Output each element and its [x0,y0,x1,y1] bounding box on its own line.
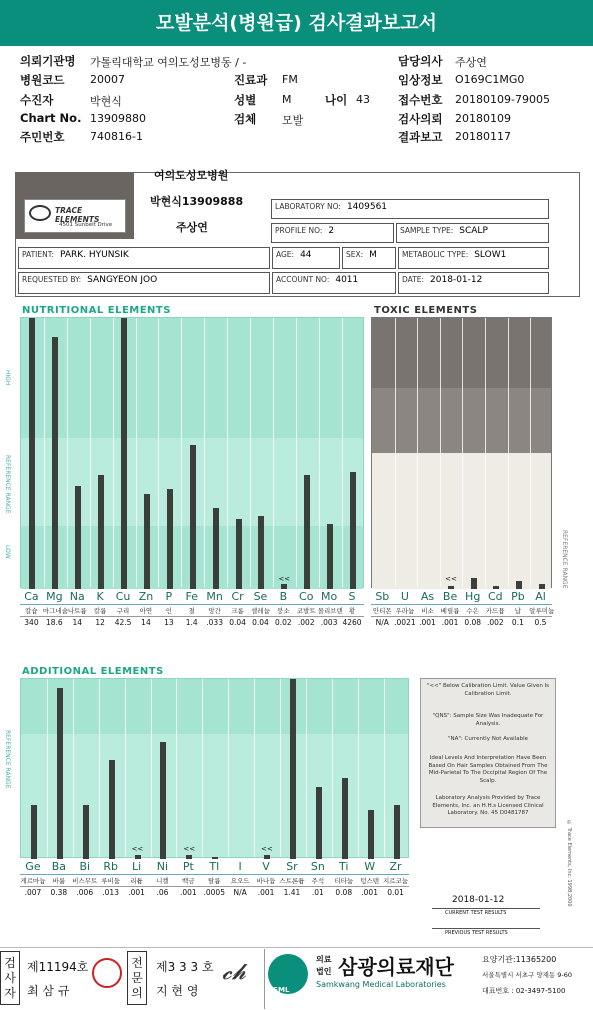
element-korean: 니켈 [156,877,169,885]
element-bar [342,778,348,859]
patient-label: 수진자 [20,93,54,107]
note-na: "NA": Currently Not Available [447,736,528,742]
column-divider [508,318,509,587]
element-value: 0.08 [464,618,482,627]
element-korean: 나트륨 [67,607,87,615]
result-date: 2018-01-12 [452,895,505,905]
toxic-title: TOXIC ELEMENTS [374,305,478,316]
org-name: 삼광의료재단 [338,955,454,979]
element-symbol: Sn [310,860,325,873]
column-divider [462,318,463,587]
element-korean: 망간 [208,607,221,615]
element-korean: 텅스텐 [360,877,380,885]
element-bar [290,679,296,859]
element-value: .06 [156,888,169,897]
column-divider [228,679,229,857]
column-divider [136,318,137,587]
note-interpretation: Ideal Levels And Interpretation Have Been Based On Hair Samples Obtained From The Mid-Parietal To The Occipital Region Of The Scalp. [428,755,548,785]
registration-value: 20180109-79005 [455,93,550,106]
element-korean: 탈륨 [207,877,221,885]
element-symbol: Sr [286,860,298,873]
previous-results-label: PREVIOUS TEST RESULTS [445,930,508,936]
requested-by-box: REQUESTED BY: SANGYEON JOO [18,272,270,294]
org-english: Samkwang Medical Laboratories [316,980,446,989]
column-divider [273,318,274,587]
element-korean: 카드뮴 [485,607,505,615]
logo-block [16,173,134,239]
signature-icon: 𝓬𝓱 [222,960,247,985]
below-limit-mark: << [183,845,196,853]
element-symbol: Ti [339,860,349,873]
element-symbol: Li [131,860,142,873]
column-divider [384,679,385,857]
element-value: 0.08 [335,888,353,897]
element-symbol: Bi [79,860,91,873]
element-value: .001 [179,888,197,897]
element-bar [31,805,37,859]
doctor-value: 주상연 [455,56,487,69]
nutritional-chart [20,317,364,588]
department-label: 진료과 [234,73,268,87]
element-symbol: U [400,590,409,603]
element-value: .001 [419,618,436,627]
element-value: 0.02 [274,618,292,627]
element-value: .01 [311,888,324,897]
specialist-label: 전문의 [127,951,147,1005]
element-bar [98,475,104,589]
logo-text: TRACE ELEMENTS [55,206,100,224]
element-symbol: Mo [321,590,338,603]
specialist-license: 제3 3 3 호 [156,960,214,974]
sex-label: 성별 [234,93,257,107]
element-bar [448,586,454,589]
column-divider [342,318,343,587]
column-divider [202,679,203,857]
element-symbol: W [364,860,376,873]
doctor-label: 담당의사 [398,54,443,68]
element-value: 12 [95,618,105,627]
element-symbol: Be [442,590,458,603]
below-limit-mark: << [261,845,273,853]
element-value: 0.5 [534,618,547,627]
element-symbol: Pb [511,590,525,603]
element-value: .001 [361,888,378,897]
element-bar [83,805,89,859]
element-bar [213,508,219,589]
element-value: 0.01 [387,888,404,897]
column-divider [358,679,359,857]
element-symbol: I [238,860,242,873]
toxic-side: REFERENCE RANGE [561,530,568,589]
element-bar [264,855,270,859]
column-divider [296,318,297,587]
element-symbol: Tl [209,860,220,873]
element-symbol: Mn [206,590,223,603]
element-value: .033 [206,618,223,627]
element-bar [316,787,322,859]
element-symbol: Mg [46,590,63,603]
org-small-1: 의료 [316,955,332,964]
element-bar [516,581,522,589]
stamp-patient: 박현식13909888 [150,195,244,208]
element-korean: 칼슘 [25,607,38,615]
element-symbol: B [279,590,288,603]
care-code: 요양기관:11365200 [482,955,557,964]
tei-logo-icon [29,205,51,221]
element-korean: 우라늄 [395,607,415,615]
account-no-box: ACCOUNT NO: 4011 [272,272,396,294]
element-symbol: Rb [103,860,118,873]
element-bar [471,578,477,589]
column-divider [319,318,320,587]
element-bar [186,855,192,859]
chart-no-label: Chart No. [20,111,82,125]
element-korean: 바나듐 [256,877,276,885]
element-symbol: Ge [25,860,41,873]
element-value: 4260 [342,618,362,627]
element-bar [121,318,127,589]
request-date-label: 검사의뢰 [398,112,443,126]
registration-label: 접수번호 [398,93,443,107]
element-value: 0.1 [511,618,524,627]
column-divider [306,679,307,857]
inspector-seal-icon [92,958,122,988]
element-value: N/A [375,618,389,627]
column-divider [440,318,441,587]
element-korean: 납 [514,607,522,615]
note-laboratory: Laboratory Analysis Provided by Trace Elements, Inc. an H.H.s Licensed Clinical Laboratory. No. 45 D0481787 [432,795,544,817]
element-korean: 붕소 [277,607,290,615]
element-bar [394,805,400,859]
element-korean: 요오드 [230,877,250,885]
element-bar [75,486,81,589]
element-korean: 백금 [182,877,195,885]
column-divider [44,318,45,587]
stamp-hospital: 여의도성모병원 [154,169,229,182]
column-divider [151,679,152,857]
column-divider [67,318,68,587]
nutri-side-low: LOW [4,545,11,559]
additional-chart [20,678,409,858]
resident-id-label: 주민번호 [20,130,65,144]
column-divider [99,679,100,857]
age-value: 43 [356,93,370,106]
element-korean: 주석 [311,877,325,885]
element-bar [29,318,35,589]
element-bar [57,688,63,859]
element-korean: 셀레늄 [251,607,270,615]
element-value: .0005 [203,888,225,897]
inspector-name: 최 삼 규 [27,984,70,998]
org-small-2: 법인 [316,967,332,976]
element-symbol: Hg [465,590,481,603]
additional-title: ADDITIONAL ELEMENTS [22,666,164,677]
footer-divider [264,949,265,1009]
element-bar [258,516,264,589]
current-results-label: CURRENT TEST RESULTS [445,910,507,916]
column-divider [181,318,182,587]
element-value: .006 [76,888,94,897]
element-symbol: K [96,590,104,603]
column-divider [125,679,126,857]
element-bar [212,857,218,859]
element-symbol: Zn [138,590,154,603]
element-bar [368,810,374,859]
element-symbol: Na [69,590,85,603]
element-symbol: Sb [375,590,390,603]
element-korean: 알루미늄 [529,607,555,615]
column-divider [90,318,91,587]
nutritional-title: NUTRITIONAL ELEMENTS [22,305,171,316]
element-bar [236,519,242,589]
element-value: .002 [486,618,504,627]
add-high-zone [21,679,408,734]
below-limit-mark: << [278,575,291,583]
element-symbol: Pt [182,860,194,873]
element-value: .001 [441,618,459,627]
column-divider [113,318,114,587]
element-korean: 지르코늄 [382,877,409,885]
column-divider [254,679,255,857]
sample-type-box: SAMPLE TYPE: SCALP [396,223,549,243]
element-bar [304,475,310,589]
legend-line [20,604,364,605]
legend-line [371,604,552,605]
element-bar [281,584,287,589]
report-date-label: 결과보고 [398,130,443,144]
legend-line [20,886,409,887]
sex-box: SEX: M [342,247,396,269]
lab-report-card [15,169,580,297]
logo-address: 4501 Sunbelt Drive [59,222,113,228]
patient-box: PATIENT: PARK. HYUNSIK [18,247,270,269]
column-divider [204,318,205,587]
note-calibration: "<<" Below Calibration Limit. Value Given Is Calibration Limit. [426,683,550,697]
element-value: 14 [72,618,83,627]
element-korean: 안티몬 [372,607,392,615]
element-bar [190,445,196,589]
age-box: AGE: 44 [272,247,340,269]
element-symbol: Co [299,590,314,603]
element-value: 1.41 [283,888,301,897]
element-symbol: Fe [185,590,198,603]
nutri-side-high: HIGH [4,370,11,386]
element-symbol: As [420,590,435,603]
element-korean: 게르마늄 [20,877,46,885]
institution-label: 의뢰기관명 [20,54,76,68]
sml-text: SML [273,986,290,994]
element-korean: 비소 [421,607,434,615]
page-title: 모발분석(병원급) 검사결과보고서 [0,0,593,46]
element-korean: 구리 [116,607,130,615]
element-value: .001 [128,888,145,897]
element-symbol: Se [253,590,268,603]
element-value: 0.38 [50,888,68,897]
legend-line [371,616,552,617]
add-side-ref: REFERENCE RANGE [4,730,11,789]
sex-value: M [282,93,292,106]
toxic-chart [371,317,552,588]
address: 서울특별시 서초구 양재동 9-60 [482,971,573,979]
column-divider [250,318,251,587]
legend-line [20,874,409,875]
column-divider [395,318,396,587]
column-divider [530,318,531,587]
metabolic-type-box: METABOLIC TYPE: SLOW1 [398,247,549,269]
hospital-code-value: 20007 [90,73,125,86]
element-symbol: Cr [231,590,244,603]
clinical-info-value: O169C1MG0 [455,73,525,86]
nutri-side-ref: REFERENCE RANGE [4,455,11,514]
element-value: 0.04 [229,618,246,627]
column-divider [47,679,48,857]
legend-line [20,616,364,617]
element-value: 1.4 [185,618,198,627]
column-divider [485,318,486,587]
element-korean: 베릴륨 [440,607,460,615]
element-value: 42.5 [114,618,132,627]
element-bar [539,584,545,589]
element-symbol: S [348,590,356,603]
resident-id-value: 740816-1 [90,130,143,143]
column-divider [417,318,418,587]
element-symbol: Cd [487,590,503,603]
patient-value: 박현식 [90,95,122,108]
element-korean: 황 [348,607,356,615]
element-korean: 비스무트 [72,877,98,885]
element-value: .0021 [394,618,416,627]
element-bar [52,337,58,589]
element-bar [109,760,115,859]
element-korean: 칼륨 [93,607,107,615]
element-korean: 수은 [466,607,479,615]
nutri-high-zone [21,318,363,438]
specimen-value: 모발 [282,114,304,127]
column-divider [227,318,228,587]
element-symbol: V [262,860,270,873]
element-value: .007 [24,888,42,897]
element-value: .003 [320,618,338,627]
column-divider [280,679,281,857]
phone: 대표번호 : 02-3497-5100 [482,987,566,995]
profile-no-box: PROFILE NO: 2 [271,223,394,243]
element-symbol: Ni [156,860,169,873]
specimen-label: 검체 [234,112,257,126]
stamp-doctor: 주상연 [176,221,208,234]
chart-no-value: 13909880 [90,112,146,125]
report-date-value: 20180117 [455,130,511,143]
age-label: 나이 [325,93,348,107]
element-value: 18.6 [45,618,63,627]
hospital-code-label: 병원코드 [20,73,65,87]
element-symbol: P [165,590,173,603]
inspector-label: 검사자 [0,951,20,1005]
element-bar [160,742,166,859]
element-value: .002 [297,618,315,627]
logo-box [24,199,126,233]
element-value: 14 [141,618,151,627]
element-korean: 철 [188,607,195,615]
element-bar [135,855,141,859]
column-divider [158,318,159,587]
element-value: 0.04 [252,618,269,627]
element-symbol: Ca [24,590,39,603]
element-korean: 티타늄 [334,877,354,885]
element-korean: 바륨 [52,877,66,885]
element-value: N/A [233,888,247,897]
current-line [432,908,540,909]
element-bar [167,489,173,589]
element-korean: 스트론튬 [279,877,305,885]
element-korean: 아연 [139,607,153,615]
specialist-name: 지 현 영 [156,984,199,998]
element-symbol: Zr [389,860,402,873]
element-bar [350,472,356,589]
date-box: DATE: 2018-01-12 [398,272,549,294]
note-qns: "QNS": Sample Size Was Inadequate For Analysis. [432,713,544,727]
element-bar [493,586,499,589]
element-korean: 리튬 [130,877,143,885]
column-divider [73,679,74,857]
element-korean: 코발트 [296,607,316,615]
below-limit-mark: << [131,845,144,853]
copyright: © Trace Elements, Inc. 1998,2000 [566,820,572,907]
element-value: .013 [102,888,119,897]
element-value: .001 [257,888,275,897]
clinical-info-label: 임상정보 [398,73,443,87]
element-korean: 인 [165,607,172,615]
element-korean: 몰리브덴 [317,607,343,615]
department-value: FM [282,73,298,86]
element-bar [144,494,150,589]
element-korean: 크롬 [231,607,244,615]
laboratory-no-box: LABORATORY NO: 1409561 [271,199,549,219]
institution-value: 가톨릭대학교 여의도성모병동 / - [90,56,247,69]
element-value: 340 [24,618,39,627]
column-divider [332,679,333,857]
element-bar [327,524,333,589]
element-korean: 루비듐 [101,877,121,885]
element-korean: 마그네슘 [42,607,69,615]
element-symbol: Cu [115,590,131,603]
inspector-license: 제11194호 [27,960,89,974]
element-symbol: Al [535,590,546,603]
footer [0,947,593,1010]
element-value: 13 [164,618,174,627]
request-date-value: 20180109 [455,112,511,125]
below-limit-mark: << [445,575,457,583]
element-symbol: Ba [51,860,66,873]
column-divider [176,679,177,857]
previous-line [432,928,540,929]
